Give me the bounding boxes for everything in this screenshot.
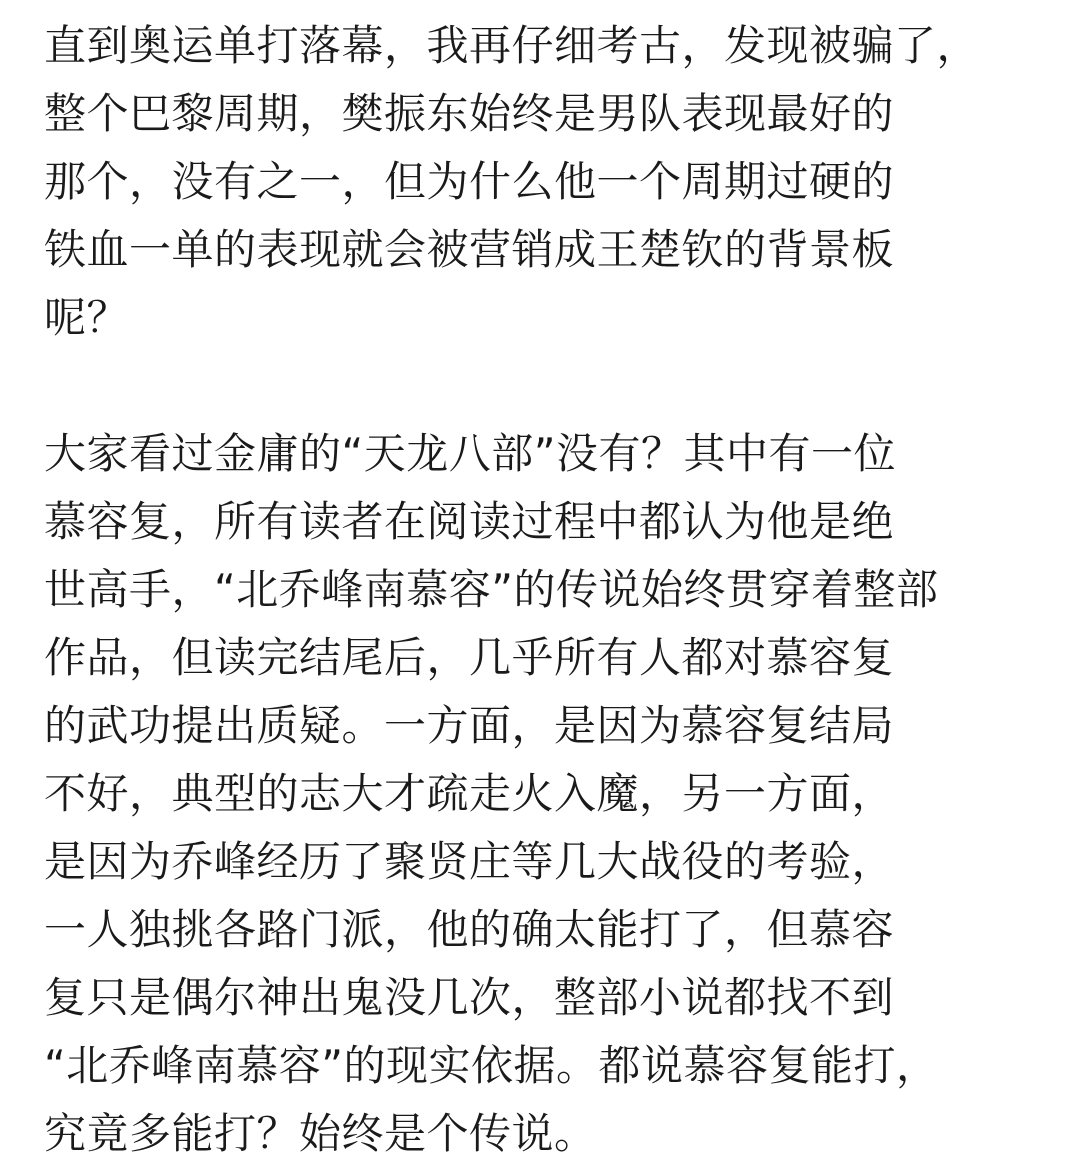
text-line: 铁血一单的表现就会被营销成王楚钦的背景板 [44, 225, 895, 274]
text-line: 慕容复，所有读者在阅读过程中都认为他是绝 [44, 497, 895, 546]
text-line: 呢？ [44, 293, 130, 342]
text-line: 世高手，“北乔峰南慕容”的传说始终贯穿着整部 [44, 565, 939, 614]
text-line: 复只是偶尔神出鬼没几次，整部小说都找不到 [44, 973, 895, 1022]
paragraph-2 [44, 420, 1080, 1168]
text-line: 究竟多能打？始终是个传说。 [44, 1109, 597, 1158]
text-line: 直到奥运单打落幕，我再仔细考古，发现被骗了， [44, 21, 980, 70]
text-line: 大家看过金庸的“天龙八部”没有？其中有一位 [44, 429, 897, 478]
text-line: 一人独挑各路门派，他的确太能打了，但慕容 [44, 905, 895, 954]
text-line: 那个，没有之一，但为什么他一个周期过硬的 [44, 157, 895, 206]
paragraph-1 [44, 12, 1080, 352]
text-line: “北乔峰南慕容”的现实依据。都说慕容复能打， [44, 1041, 939, 1090]
text-line: 整个巴黎周期，樊振东始终是男队表现最好的 [44, 89, 895, 138]
paragraph-gap [44, 352, 1080, 420]
text-line: 是因为乔峰经历了聚贤庄等几大战役的考验， [44, 837, 895, 886]
text-line: 作品，但读完结尾后，几乎所有人都对慕容复 [44, 633, 895, 682]
text-line: 不好，典型的志大才疏走火入魔，另一方面， [44, 769, 895, 818]
text-line: 的武功提出质疑。一方面，是因为慕容复结局 [44, 701, 895, 750]
